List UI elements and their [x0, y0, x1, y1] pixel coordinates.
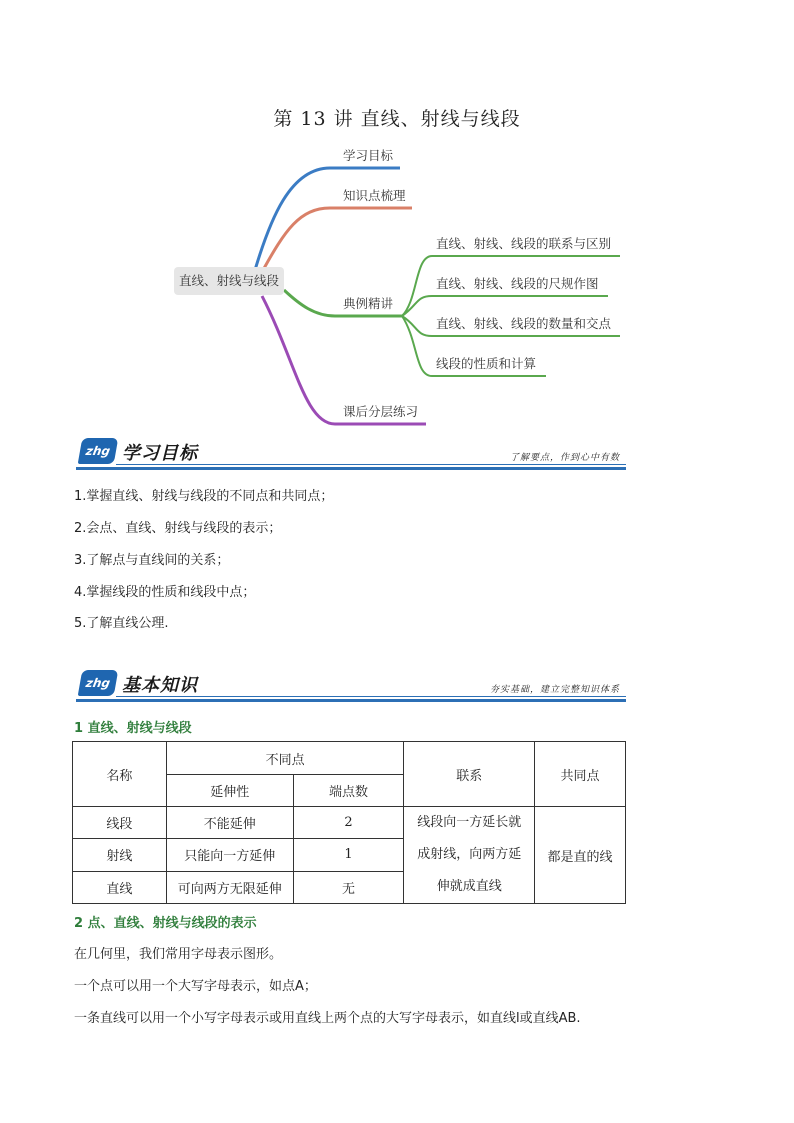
cell-name: 线段	[73, 807, 167, 839]
zhg-logo-icon: zhg	[78, 670, 119, 696]
cell-name: 射线	[73, 839, 167, 871]
mm-branch-knowledge: 知识点梳理	[343, 188, 406, 203]
mm-sub-item: 直线、射线、线段的联系与区别	[436, 236, 612, 251]
cell-ext: 不能延伸	[166, 807, 293, 839]
cell-ends: 2	[293, 807, 404, 839]
link-line: 成射线，向两方延	[417, 847, 522, 862]
th-name: 名称	[73, 742, 167, 807]
mm-branch-objectives: 学习目标	[343, 148, 394, 163]
branch-line-knowledge	[262, 208, 412, 272]
section-slogan: 了解要点，作到心中有数	[509, 453, 620, 463]
objective-item: 4.掌握线段的性质和线段中点；	[74, 585, 256, 600]
objective-item: 1.掌握直线、射线与线段的不同点和共同点；	[74, 489, 334, 504]
section-title: 基本知识	[122, 675, 198, 696]
cell-name: 直线	[73, 871, 167, 903]
objective-item: 2.会点、直线、射线与线段的表示；	[74, 521, 282, 536]
mm-sub-item: 直线、射线、线段的尺规作图	[436, 276, 599, 291]
comparison-table	[72, 741, 626, 904]
cell-ends: 1	[293, 839, 404, 871]
mm-sub-item: 线段的性质和计算	[436, 356, 537, 371]
mm-sub-item: 直线、射线、线段的数量和交点	[436, 316, 612, 331]
cell-ends: 无	[293, 871, 404, 903]
th-link: 联系	[404, 742, 535, 807]
cell-common: 都是直的线	[535, 807, 626, 904]
zhg-logo-icon: zhg	[78, 438, 119, 464]
mm-branch-practice: 课后分层练习	[343, 404, 419, 419]
objective-item: 5.了解直线公理.	[74, 616, 169, 631]
sub-line-2	[402, 296, 608, 316]
th-common: 共同点	[535, 742, 626, 807]
subsection-heading: 1 直线、射线与线段	[74, 721, 192, 736]
link-line: 伸就成直线	[436, 879, 502, 894]
th-diff: 不同点	[166, 742, 404, 775]
section-banner-basics	[76, 668, 626, 704]
paragraph: 在几何里，我们常用字母表示图形。	[74, 947, 283, 962]
link-line: 线段向一方延长就	[417, 815, 522, 830]
paragraph: 一个点可以用一个大写字母表示，如点A；	[74, 979, 317, 994]
th-ext: 延伸性	[166, 775, 293, 807]
mind-map	[0, 0, 794, 440]
section-banner-objectives	[76, 436, 626, 472]
mm-branch-examples: 典例精讲	[343, 296, 394, 311]
cell-link	[404, 807, 535, 904]
section-slogan: 夯实基础，建立完整知识体系	[489, 685, 620, 695]
th-ends: 端点数	[293, 775, 404, 807]
mind-map-root: 直线、射线与线段	[174, 267, 284, 295]
branch-line-objectives	[255, 168, 400, 270]
objective-item: 3.了解点与直线间的关系；	[74, 553, 230, 568]
cell-ext: 可向两方无限延伸	[166, 871, 293, 903]
section-title: 学习目标	[122, 443, 198, 464]
paragraph: 一条直线可以用一个小写字母表示或用直线上两个点的大写字母表示，如直线l或直线AB.	[74, 1011, 581, 1026]
cell-ext: 只能向一方延伸	[166, 839, 293, 871]
subsection-heading: 2 点、直线、射线与线段的表示	[74, 916, 257, 931]
page-title: 第 13 讲 直线、射线与线段	[273, 108, 521, 130]
